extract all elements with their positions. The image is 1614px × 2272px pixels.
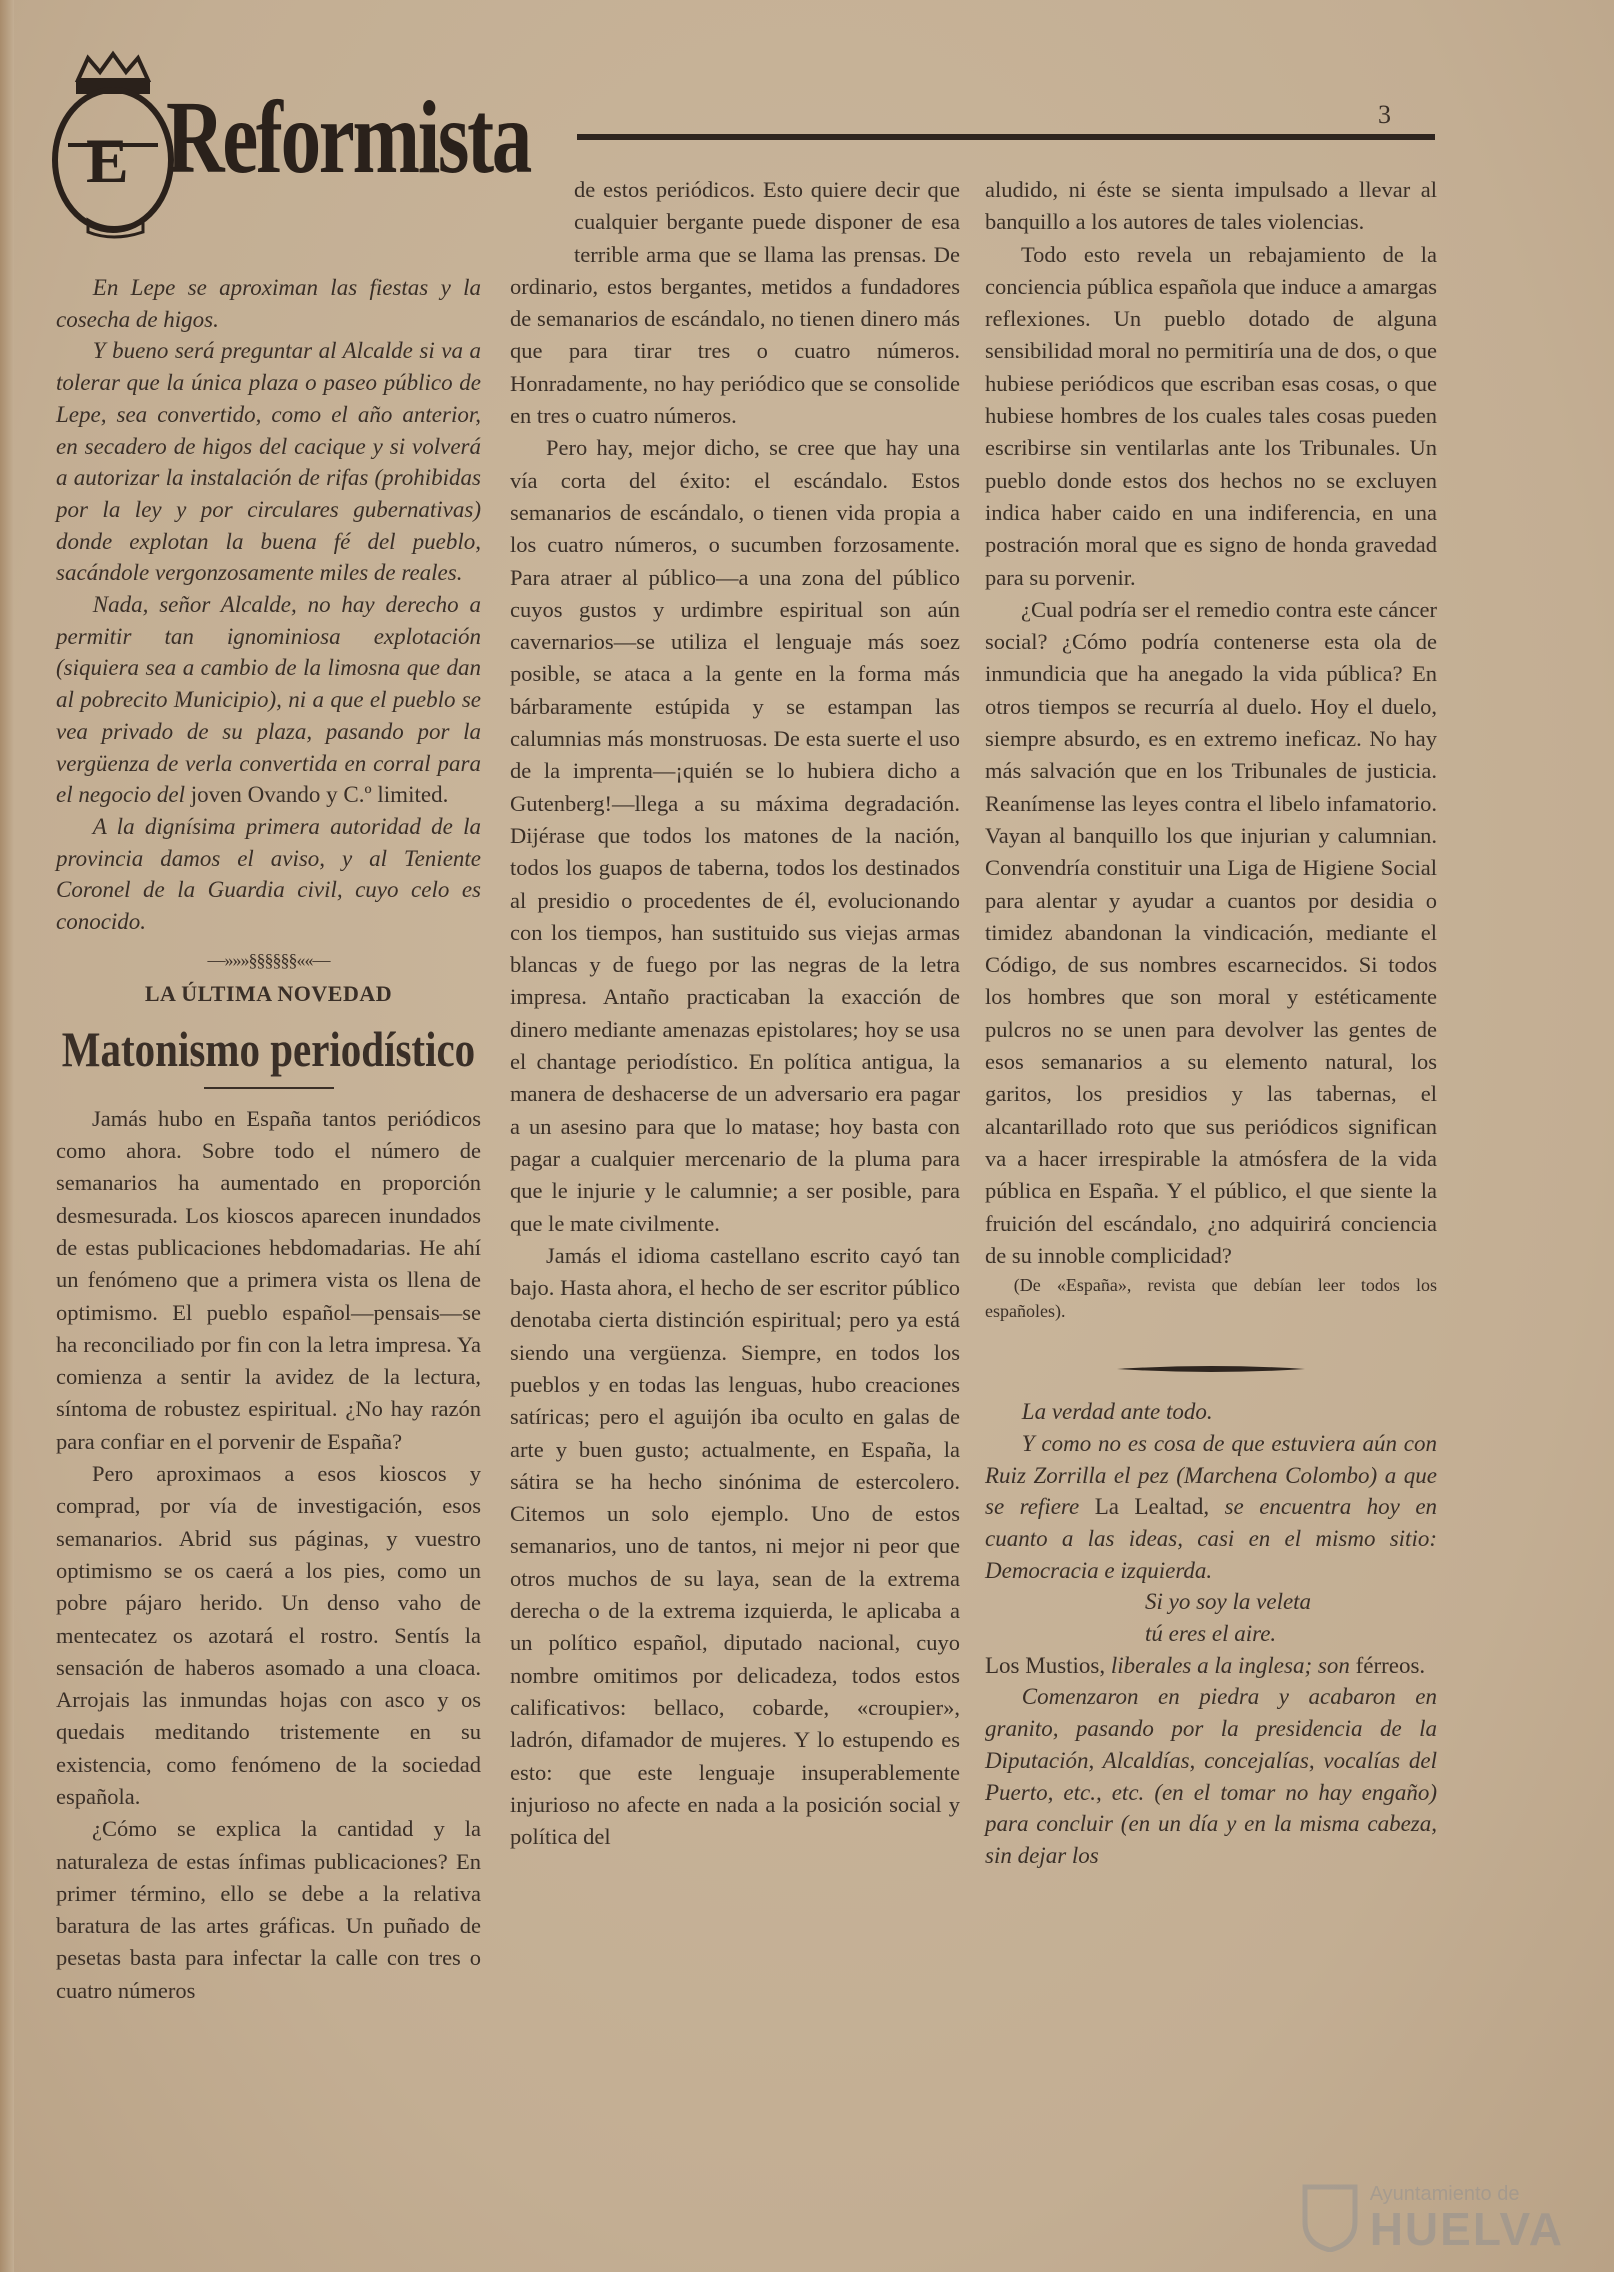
ornament-divider: —»»»§§§§§§««— [207,949,330,970]
logo-wordmark: Reformista [166,80,531,195]
article-paragraph: ¿Cómo se explica la cantidad y la naturaleza de estas ínfimas publicaciones? En primer término, ello se debe a la relativa baratura de las artes gráficas. Un puñado de pesetas basta para infectar la calle con tres o cuatro números [56,1816,481,2003]
header-rule [577,134,1435,140]
note-text: se encuentra hoy en cuanto a las ideas, casi en el mismo sitio: Democracia e izquierda. [985,1494,1438,1583]
article-paragraph: Pero hay, mejor dicho, se cree que hay una vía corta del éxito: el escándalo. Estos semanarios de escándalo, o tienen vida propia a los cuatro números, o sucumben forzosamente. Para atraer al público—a una zona del público cuyos gustos y urdimbre espiritual son aún cavernarios—se utiliza el lenguaje más soez posible, se ataca a la gente en la forma más bárbaramente estúpida y se estampan las calumnias más monstruosas. De esta suerte el uso de la imprenta—¡quién se lo hubiera dicho a Gutenberg!—llega a su máxima degradación. Dijérase que todos los matones de la nación, todos los guapos de taberna, todos los destinados al presidio o procedentes de él, evolucionando con los tiempos, han sustituido sus viejas armas blancas y de fuego por las negras de la letra impresa. Antaño practicaban la exacción de dinero mediante amenazas epistolares; hoy se usa el chantage periodístico. En política antigua, la manera de deshacerse de un adversario era pagar a un asesino para que lo matase; hoy basta con pagar a cualquier mercenario de la pluma para que le injurie y le calumnie; a ser posible, para que le mate civilmente. [510,435,960,1236]
article-headline: Matonismo periodístico [61,1020,476,1077]
note-text: Y como no es cosa de que estuviera aún con Ruiz Zorrilla el pez (Marchena Colombo) a que se refiere [985,1430,1437,1520]
article-body [56,1103,481,2007]
article-paragraph: Todo esto revela un rebajamiento de la conciencia pública española que induce a amargas reflexiones. Un pueblo dotado de alguna sensibilidad moral no permitiría una de dos, o que hubiese periódicos que escriban esas cosas, o que hubiese hombres de los cuales tales cosas pueden escribirse sin ventilarlas ante los Tribunales. Un pueblo donde estos dos hechos no se excluyen indica haber caido en una indiferencia, en una postración moral que es signo de honda gravedad para su porvenir. [985,241,1437,590]
note-paragraph: La verdad ante todo. [1021,1399,1213,1425]
note-text-roman: férreos. [1355,1652,1426,1678]
note-text-roman: joven Ovando y C.º limited. [190,782,449,808]
note-text-roman: Los Mustios, [985,1652,1106,1678]
note-text: liberales a la inglesa; son [1110,1652,1350,1678]
verse-line: tú eres el aire. [1145,1621,1277,1647]
column-3 [985,174,1437,1872]
note-text: Nada, señor Alcalde, no hay derecho a permitir tan ignominiosa explotación (siquiera sea a cambio de la limosna que dan al pobrecito Municipio), ni a que el pueblo se vea privado de su plaza, pasando por la vergüenza de verla convertida en corral para el negocio del [56,592,481,808]
note-paragraph: En Lepe se aproximan las fiestas y la cosecha de higos. [56,275,481,332]
local-notes [56,272,481,938]
page-number: 3 [1378,100,1391,129]
watermark-line1: Ayuntamiento de [1369,2182,1520,2205]
note-paragraph: Y bueno será preguntar al Alcalde si va a tolerar que la única plaza o paseo público de Lepe, sea convertido, como el año anterior, en secadero de higos del cacique y si volverá a autorizar la instalación de rifas (prohibidas por la ley y por circulares gubernativas) donde explotan la buena fé del pueblo, sacándole vergonzosamente miles de reales. [56,338,481,586]
masthead-logo [48,50,553,240]
headline-rule [204,1087,334,1089]
political-notes [985,1396,1437,1872]
shield-icon [1300,2182,1360,2252]
article-paragraph: de estos periódicos. Esto quiere decir que cualquier bergante puede disponer de esa terrible arma que se llama las prensas. De ordinario, estos bergantes, metidos a fundadores de semanarios de escándalo, no tienen dinero más que para tirar tres o cuatro números. Honradamente, no hay periódico que se consolide en tres o cuatro números. [510,177,960,429]
column-1 [56,272,481,2007]
watermark-line2: HUELVA [1369,2202,1564,2255]
note-paragraph [985,1428,1437,1587]
crest-icon [48,50,178,240]
article-paragraph: aludido, ni éste se sienta impulsado a llevar al banquillo a los autores de tales violencias. [985,177,1437,235]
column-2 [510,174,960,1853]
article-paragraph: Jamás el idioma castellano escrito cayó tan bajo. Hasta ahora, el hecho de ser escritor público denotaba cierta distinción espiritual; pero ya está siendo una vergüenza. Siempre, en todos los pueblos y en todas las lenguas, hubo creaciones satíricas; pero el aguijón iba oculto en galas de arte y buen gusto; actualmente, en España, la sátira se ha hecho sinónima de estercolero. Citemos un solo ejemplo. Uno de estos semanarios, uno de tantos, ni mejor ni peor que otros muchos de su laya, sean de la extrema derecha o de la extrema izquierda, le aplicaba a un político español, diputado nacional, cuyo nombre omitimos por delicadeza, todos estos calificativos: bellaco, cobarde, «croupier», ladrón, difamador de mujeres. Y lo estupendo es esto: que este lenguaje insuperablemente injurioso no afecte en nada a la posición social y política del [510,1242,960,1850]
newspaper-name: La Lealtad, [1094,1494,1210,1520]
archive-watermark [1300,2182,1564,2255]
article-paragraph: Pero aproximaos a esos kioscos y comprad, por vía de investigación, esos semanarios. Abrid sus páginas, y vuestro optimismo se os caerá a los pies, como un pobre pájaro herido. Un denso vaho de mentecatez os azotará el rostro. Sentís la sensación de haberos asomado a una cloaca. Arrojais las inmundas hojas con asco y os quedais meditando tristemente en su existencia, como fenómeno de la sociedad española. [56,1461,481,1809]
note-paragraph: A la dignísima primera autoridad de la provincia damos el aviso, y al Teniente Coronel de la Guardia civil, cuyo celo es conocido. [56,813,481,935]
verse-line: Si yo soy la veleta [1145,1589,1312,1615]
article-source: (De «España», revista que debían leer todos los españoles). [985,1275,1437,1322]
page-edge [0,0,14,2272]
svg-text:E: E [86,125,129,196]
logo-wrap-space [510,174,574,270]
note-paragraph [56,589,481,811]
section-kicker: LA ÚLTIMA NOVEDAD [144,980,393,1006]
divider-rule [1117,1364,1305,1374]
note-paragraph [985,1650,1437,1682]
article-paragraph: Jamás hubo en España tantos periódicos como ahora. Sobre todo el número de semanarios ha aumentado en proporción desmesurada. Los kioscos aparecen inundados de estas publicaciones hebdomadarias. He ahí un fenómeno que a primera vista os llena de optimismo. El pueblo español—pensais—se ha reconciliado por fin con la letra impresa. Ya comienza a sentir la avidez de la lectura, síntoma de robustez espiritual. ¿No hay razón para confiar en el porvenir de España? [56,1105,481,1454]
article-paragraph: ¿Cual podría ser el remedio contra este cáncer social? ¿Cómo podría contenerse esta ola de inmundicia que ha anegado la vida pública? En otros tiempos se recurría al duelo. Hoy el duelo, siempre absurdo, es en extremo ineficaz. No hay más salvación que en los Tribunales de justicia. Reanímense las leyes contra el libelo infamatorio. Vayan al banquillo los que injurian y calumnian. Convendría constituir una Liga de Higiene Social para alentar y ayudar a cuantos por desidia o timidez abandonan la vindicación, mediante el Código, de sus nombres escarnecidos. Si todos los hombres que son moral y estéticamente pulcros no se unen para devolver las gentes de esos semanarios a su elemento natural, los garitos, los presidios y las tabernas, el alcantarillado roto que sus periódicos significan va a hacer irrespirable la atmósfera de la vida pública en España. Y el público, el que siente la fruición del escándalo, ¿no adquirirá conciencia de su innoble complicidad? [985,596,1437,1268]
note-paragraph: Comenzaron en piedra y acabaron en granito, pasando por la presidencia de la Diputación, Alcaldías, concejalías, vocalías del Puerto, etc., etc. (en el tomar no hay engaño) para concluir (en un día y en la misma cabeza, sin dejar los [985,1684,1437,1868]
